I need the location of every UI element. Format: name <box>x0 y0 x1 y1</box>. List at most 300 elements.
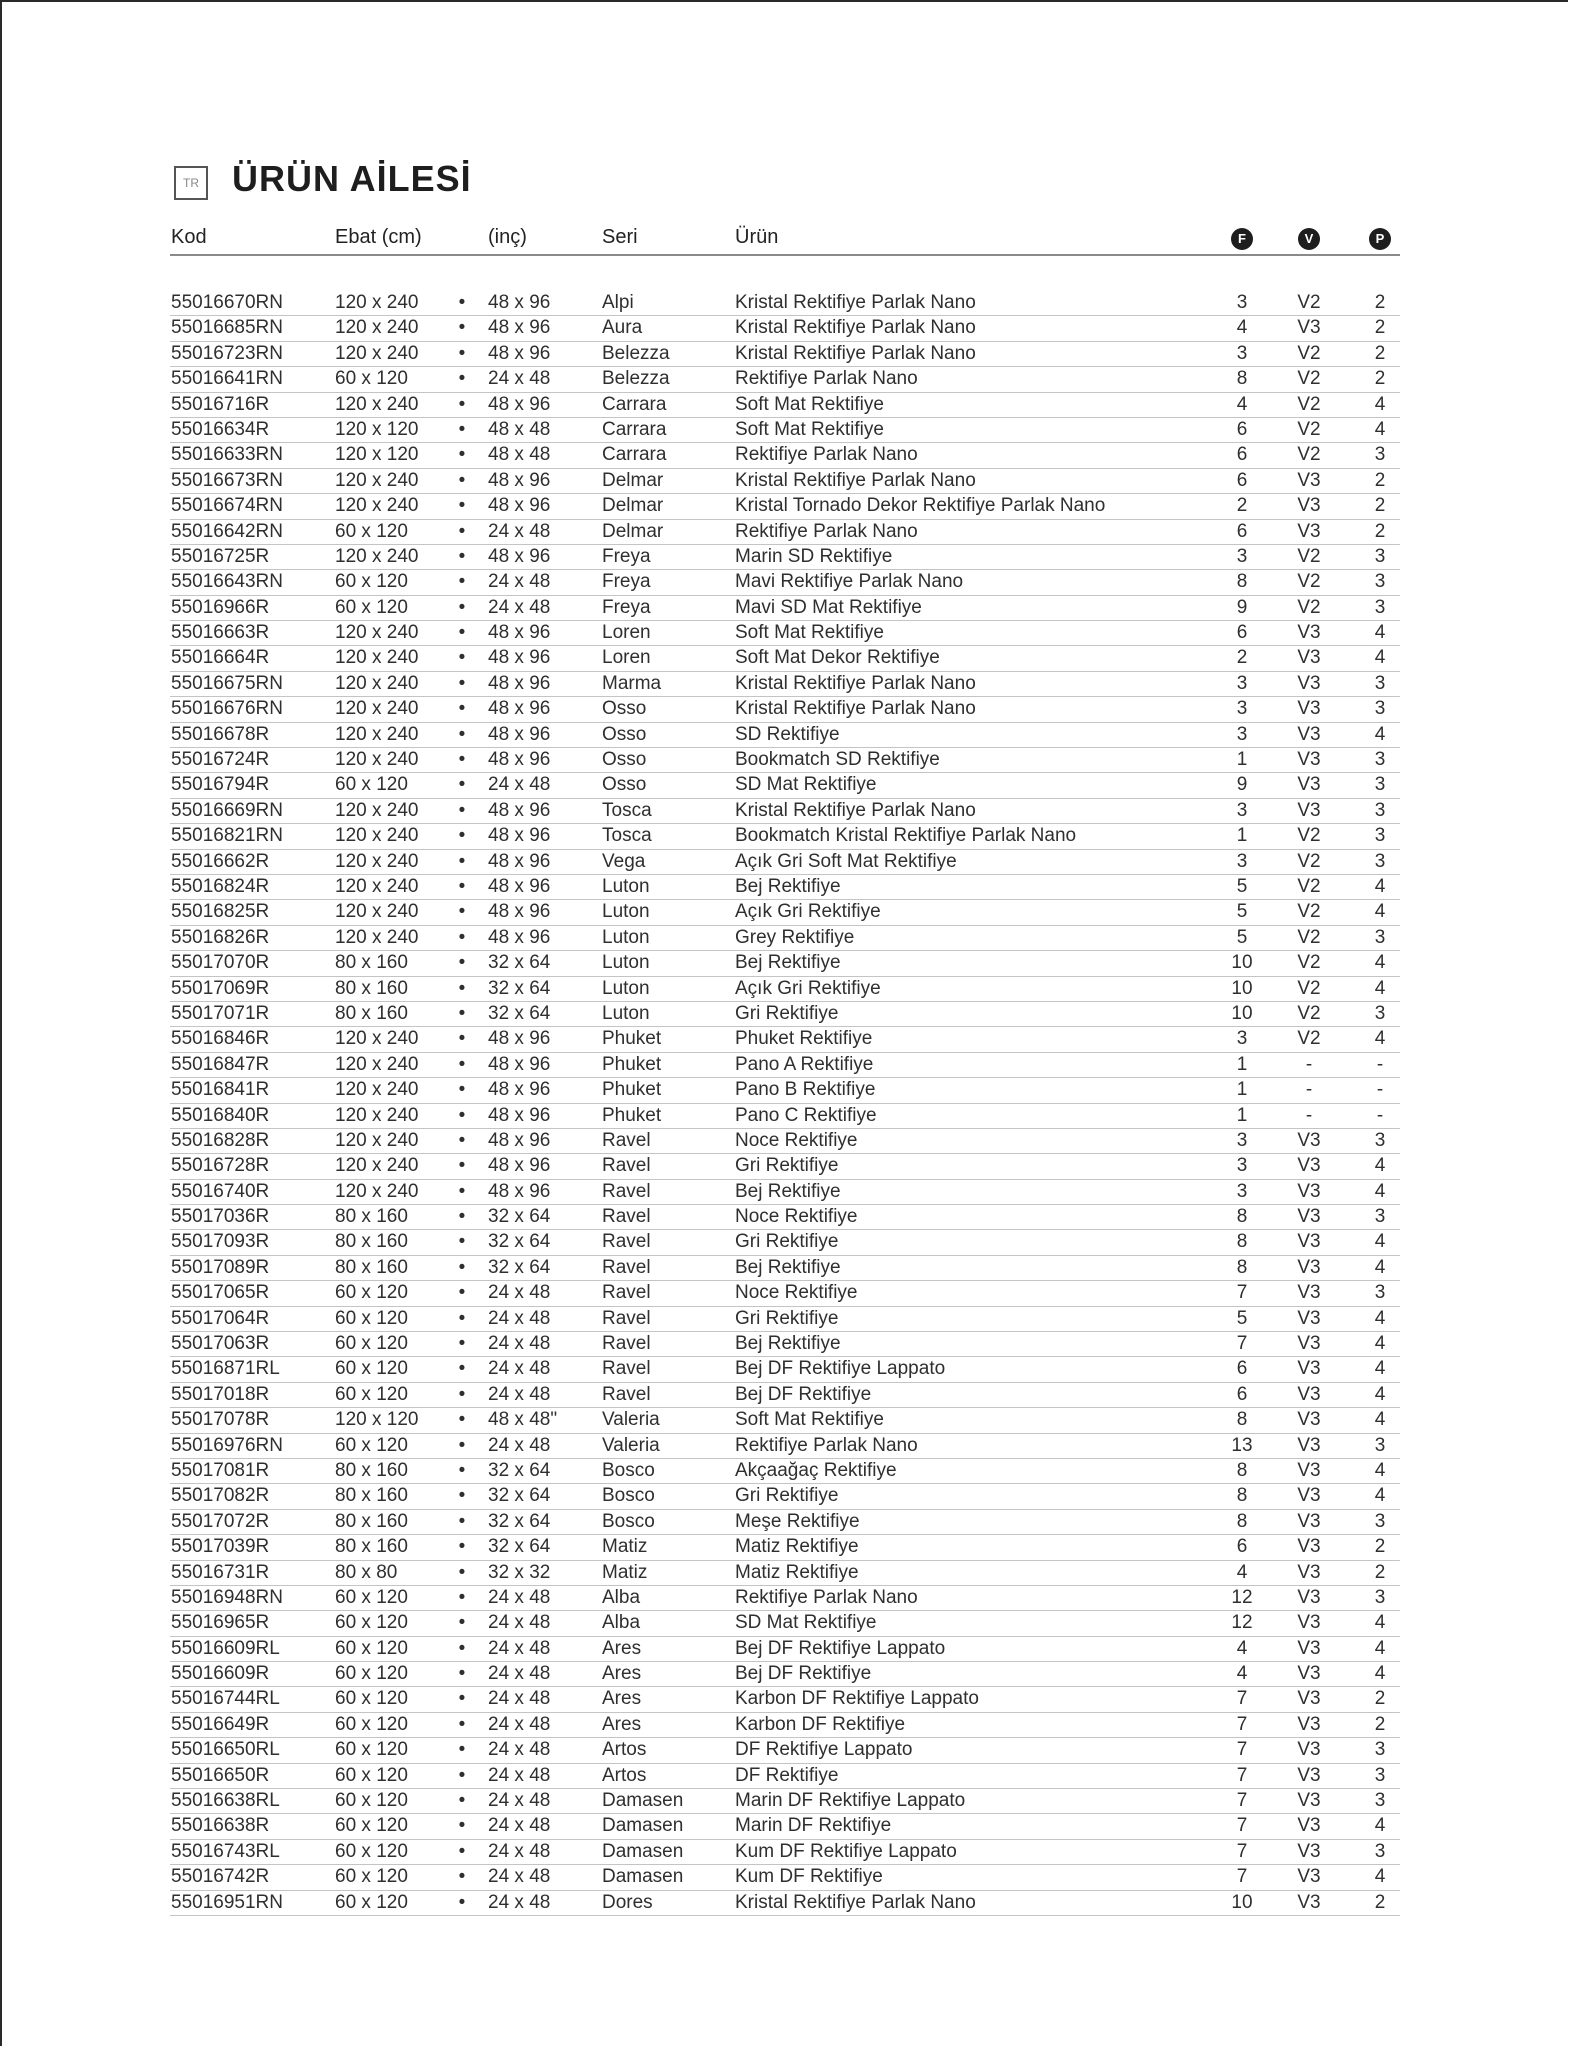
cell-v: V2 <box>1297 901 1321 923</box>
cell-v: V3 <box>1297 1561 1321 1583</box>
cell-separator: • <box>458 1739 466 1761</box>
cell-urun: Noce Rektifiye <box>735 1282 858 1304</box>
cell-f: 8 <box>1236 1510 1248 1532</box>
cell-kod: 55016826R <box>171 926 270 948</box>
cell-f: 3 <box>1236 342 1248 364</box>
cell-kod: 55016609R <box>171 1663 270 1685</box>
header-f <box>1224 226 1260 250</box>
cell-urun: Bej Rektifiye <box>735 875 841 897</box>
cell-v: V3 <box>1297 1129 1321 1151</box>
cell-f: 8 <box>1236 1206 1248 1228</box>
cell-p: 4 <box>1374 1358 1386 1380</box>
cell-f: 7 <box>1236 1333 1248 1355</box>
header-urun: Ürün <box>735 226 779 248</box>
cell-seri: Tosca <box>602 825 652 847</box>
cell-inc: 24 x 48 <box>488 1358 551 1380</box>
cell-v: V2 <box>1297 418 1321 440</box>
cell-urun: Gri Rektifiye <box>735 1002 839 1024</box>
cell-urun: Grey Rektifiye <box>735 926 855 948</box>
cell-urun: Marin DF Rektifiye <box>735 1815 892 1837</box>
cell-v: V3 <box>1297 1637 1321 1659</box>
cell-inc: 24 x 48 <box>488 1815 551 1837</box>
cell-separator: • <box>458 698 466 720</box>
header-ebat: Ebat (cm) <box>335 226 422 248</box>
cell-v: V2 <box>1297 977 1321 999</box>
cell-seri: Damasen <box>602 1790 684 1812</box>
cell-urun: Bej DF Rektifiye Lappato <box>735 1358 946 1380</box>
cell-f: 10 <box>1231 1002 1253 1024</box>
cell-separator: • <box>458 1307 466 1329</box>
cell-p: 4 <box>1374 1333 1386 1355</box>
cell-separator: • <box>458 1358 466 1380</box>
cell-ebat: 120 x 240 <box>335 926 419 948</box>
cell-separator: • <box>458 1002 466 1024</box>
cell-f: 5 <box>1236 875 1248 897</box>
cell-kod: 55016824R <box>171 875 270 897</box>
cell-p: 4 <box>1374 1663 1386 1685</box>
cell-ebat: 120 x 240 <box>335 698 419 720</box>
cell-kod: 55016649R <box>171 1713 270 1735</box>
cell-p: 3 <box>1374 850 1386 872</box>
cell-urun: Kristal Rektifiye Parlak Nano <box>735 698 976 720</box>
cell-ebat: 80 x 160 <box>335 977 408 999</box>
cell-urun: Kristal Rektifiye Parlak Nano <box>735 292 976 313</box>
cell-urun: Bookmatch Kristal Rektifiye Parlak Nano <box>735 825 1077 847</box>
cell-p: 3 <box>1374 1739 1386 1761</box>
cell-urun: Phuket Rektifiye <box>735 1028 873 1050</box>
cell-inc: 48 x 96 <box>488 292 551 313</box>
cell-separator: • <box>458 749 466 771</box>
cell-f: 7 <box>1236 1840 1248 1862</box>
cell-seri: Loren <box>602 622 651 644</box>
cell-inc: 48 x 96 <box>488 1053 551 1075</box>
cell-separator: • <box>458 1663 466 1685</box>
cell-v: V3 <box>1297 520 1321 542</box>
cell-f: 7 <box>1236 1282 1248 1304</box>
cell-inc: 32 x 64 <box>488 1002 551 1024</box>
cell-seri: Valeria <box>602 1434 660 1456</box>
cell-inc: 48 x 96 <box>488 495 551 517</box>
cell-p: 3 <box>1374 698 1386 720</box>
cell-v: V3 <box>1297 495 1321 517</box>
cell-separator: • <box>458 952 466 974</box>
table-row <box>170 723 1400 748</box>
cell-kod: 55016664R <box>171 647 270 669</box>
cell-separator: • <box>458 1536 466 1558</box>
cell-kod: 55016821RN <box>171 825 283 847</box>
cell-f: 3 <box>1236 1180 1248 1202</box>
cell-urun: Kum DF Rektifiye <box>735 1866 883 1888</box>
cell-ebat: 120 x 240 <box>335 749 419 771</box>
cell-inc: 48 x 96 <box>488 723 551 745</box>
table-body <box>170 291 1400 1916</box>
cell-separator: • <box>458 1510 466 1532</box>
cell-f: 6 <box>1236 1383 1248 1405</box>
cell-v: V3 <box>1297 1663 1321 1685</box>
cell-seri: Ares <box>602 1663 642 1685</box>
cell-ebat: 80 x 160 <box>335 1485 408 1507</box>
cell-urun: Matiz Rektifiye <box>735 1561 859 1583</box>
cell-ebat: 80 x 160 <box>335 1206 408 1228</box>
cell-separator: • <box>458 622 466 644</box>
cell-p: 2 <box>1374 469 1386 491</box>
cell-f: 1 <box>1236 1079 1248 1101</box>
cell-v: V2 <box>1297 292 1321 313</box>
cell-p: 3 <box>1374 926 1386 948</box>
cell-p: 3 <box>1374 1129 1386 1151</box>
cell-kod: 55016634R <box>171 418 270 440</box>
cell-f: 3 <box>1236 850 1248 872</box>
table-row <box>170 1764 1400 1789</box>
cell-inc: 32 x 64 <box>488 1459 551 1481</box>
cell-separator: • <box>458 1713 466 1735</box>
cell-seri: Ravel <box>602 1155 651 1177</box>
cell-v: - <box>1305 1053 1313 1075</box>
cell-seri: Marma <box>602 672 662 694</box>
table-row <box>170 1383 1400 1408</box>
cell-urun: Bej DF Rektifiye <box>735 1383 872 1405</box>
cell-p: 3 <box>1374 1586 1386 1608</box>
cell-seri: Ravel <box>602 1256 651 1278</box>
cell-urun: Kristal Rektifiye Parlak Nano <box>735 469 976 491</box>
table-row <box>170 1027 1400 1052</box>
cell-urun: Gri Rektifiye <box>735 1307 839 1329</box>
cell-seri: Vega <box>602 850 646 872</box>
cell-p: 3 <box>1374 825 1386 847</box>
cell-ebat: 120 x 120 <box>335 1409 419 1431</box>
table-row <box>170 1611 1400 1636</box>
cell-v: V2 <box>1297 596 1321 618</box>
cell-kod: 55017064R <box>171 1307 270 1329</box>
cell-f: 8 <box>1236 1409 1248 1431</box>
table-header <box>170 220 1400 256</box>
cell-f: 6 <box>1236 469 1248 491</box>
cell-f: 6 <box>1236 520 1248 542</box>
cell-v: V2 <box>1297 571 1321 593</box>
cell-kod: 55016828R <box>171 1129 270 1151</box>
table-row <box>170 393 1400 418</box>
table-row <box>170 1840 1400 1865</box>
cell-f: 8 <box>1236 368 1248 390</box>
cell-separator: • <box>458 469 466 491</box>
cell-p: 4 <box>1374 901 1386 923</box>
cell-urun: SD Mat Rektifiye <box>735 1612 877 1634</box>
table-row <box>170 1180 1400 1205</box>
cell-v: V3 <box>1297 1536 1321 1558</box>
cell-ebat: 60 x 120 <box>335 1637 408 1659</box>
table-row <box>170 773 1400 798</box>
cell-ebat: 120 x 240 <box>335 342 419 364</box>
cell-urun: Matiz Rektifiye <box>735 1536 859 1558</box>
cell-seri: Osso <box>602 774 647 796</box>
table-row <box>170 748 1400 773</box>
cell-urun: Bej Rektifiye <box>735 952 841 974</box>
cell-inc: 48 x 96 <box>488 672 551 694</box>
cell-separator: • <box>458 901 466 923</box>
cell-v: V3 <box>1297 723 1321 745</box>
cell-v: V3 <box>1297 749 1321 771</box>
cell-separator: • <box>458 1891 466 1913</box>
cell-ebat: 120 x 240 <box>335 292 419 313</box>
cell-v: V3 <box>1297 672 1321 694</box>
cell-separator: • <box>458 1231 466 1253</box>
cell-separator: • <box>458 1104 466 1126</box>
cell-p: 2 <box>1374 342 1386 364</box>
cell-kod: 55016948RN <box>171 1586 283 1608</box>
cell-v: V3 <box>1297 774 1321 796</box>
table-row <box>170 1104 1400 1129</box>
cell-p: 4 <box>1374 1231 1386 1253</box>
cell-v: V2 <box>1297 1002 1321 1024</box>
cell-f: 8 <box>1236 1256 1248 1278</box>
cell-kod: 55016669RN <box>171 799 283 821</box>
cell-v: V3 <box>1297 698 1321 720</box>
cell-seri: Ravel <box>602 1180 651 1202</box>
cell-ebat: 60 x 120 <box>335 1586 408 1608</box>
cell-ebat: 60 x 120 <box>335 1840 408 1862</box>
cell-ebat: 60 x 120 <box>335 596 408 618</box>
cell-v: V3 <box>1297 1688 1321 1710</box>
cell-urun: Bej Rektifiye <box>735 1256 841 1278</box>
cell-kod: 55016965R <box>171 1612 270 1634</box>
table-row <box>170 545 1400 570</box>
cell-seri: Ravel <box>602 1358 651 1380</box>
cell-kod: 55016847R <box>171 1053 270 1075</box>
cell-separator: • <box>458 1815 466 1837</box>
cell-f: 5 <box>1236 901 1248 923</box>
cell-f: 1 <box>1236 1053 1248 1075</box>
table-row <box>170 469 1400 494</box>
table-row <box>170 1357 1400 1382</box>
table-row <box>170 1814 1400 1839</box>
cell-kod: 55017065R <box>171 1282 270 1304</box>
table-row <box>170 1738 1400 1763</box>
cell-urun: Soft Mat Rektifiye <box>735 393 884 415</box>
cell-p: 4 <box>1374 1028 1386 1050</box>
cell-v: V3 <box>1297 1485 1321 1507</box>
cell-seri: Bosco <box>602 1459 655 1481</box>
cell-inc: 32 x 64 <box>488 952 551 974</box>
cell-separator: • <box>458 799 466 821</box>
cell-v: V2 <box>1297 393 1321 415</box>
cell-ebat: 60 x 120 <box>335 1383 408 1405</box>
cell-separator: • <box>458 926 466 948</box>
cell-kod: 55016650RL <box>171 1739 280 1761</box>
cell-p: 4 <box>1374 723 1386 745</box>
cell-v: V3 <box>1297 1586 1321 1608</box>
cell-p: - <box>1376 1079 1384 1101</box>
cell-ebat: 60 x 120 <box>335 1713 408 1735</box>
cell-p: 4 <box>1374 1307 1386 1329</box>
cell-p: 3 <box>1374 774 1386 796</box>
table-row <box>170 1129 1400 1154</box>
cell-inc: 48 x 96 <box>488 647 551 669</box>
cell-f: 2 <box>1236 495 1248 517</box>
cell-kod: 55016840R <box>171 1104 270 1126</box>
cell-f: 9 <box>1236 774 1248 796</box>
cell-inc: 24 x 48 <box>488 1790 551 1812</box>
cell-p: - <box>1376 1104 1384 1126</box>
cell-inc: 24 x 48 <box>488 520 551 542</box>
cell-urun: Rektifiye Parlak Nano <box>735 1586 918 1608</box>
cell-p: 3 <box>1374 1840 1386 1862</box>
cell-kod: 55017063R <box>171 1333 270 1355</box>
cell-ebat: 120 x 240 <box>335 393 419 415</box>
cell-inc: 24 x 48 <box>488 1612 551 1634</box>
cell-ebat: 120 x 240 <box>335 495 419 517</box>
cell-urun: Rektifiye Parlak Nano <box>735 1434 918 1456</box>
table-row <box>170 1510 1400 1535</box>
cell-seri: Luton <box>602 875 650 897</box>
cell-f: 5 <box>1236 1307 1248 1329</box>
table-row <box>170 443 1400 468</box>
cell-v: V3 <box>1297 1891 1321 1913</box>
cell-inc: 24 x 48 <box>488 571 551 593</box>
table-row <box>170 697 1400 722</box>
cell-urun: Bej Rektifiye <box>735 1180 841 1202</box>
cell-f: 6 <box>1236 1358 1248 1380</box>
cell-f: 4 <box>1236 1663 1248 1685</box>
cell-v: V3 <box>1297 1409 1321 1431</box>
cell-v: V3 <box>1297 647 1321 669</box>
cell-separator: • <box>458 1180 466 1202</box>
cell-seri: Luton <box>602 977 650 999</box>
cell-seri: Alpi <box>602 292 634 313</box>
cell-f: 6 <box>1236 1536 1248 1558</box>
cell-kod: 55016951RN <box>171 1891 283 1913</box>
cell-ebat: 80 x 160 <box>335 1536 408 1558</box>
cell-f: 7 <box>1236 1688 1248 1710</box>
cell-urun: SD Mat Rektifiye <box>735 774 877 796</box>
cell-ebat: 60 x 120 <box>335 1333 408 1355</box>
table-row <box>170 672 1400 697</box>
cell-seri: Loren <box>602 647 651 669</box>
header-seri: Seri <box>602 226 638 248</box>
cell-kod: 55017082R <box>171 1485 270 1507</box>
cell-inc: 48 x 96 <box>488 342 551 364</box>
cell-kod: 55017036R <box>171 1206 270 1228</box>
table-row <box>170 850 1400 875</box>
cell-f: 10 <box>1231 1891 1253 1913</box>
cell-ebat: 120 x 240 <box>335 825 419 847</box>
header-inc: (inç) <box>488 226 527 248</box>
table-row <box>170 926 1400 951</box>
cell-ebat: 80 x 160 <box>335 1459 408 1481</box>
cell-v: V3 <box>1297 1764 1321 1786</box>
cell-kod: 55016685RN <box>171 317 283 339</box>
cell-ebat: 60 x 120 <box>335 1891 408 1913</box>
cell-ebat: 120 x 240 <box>335 723 419 745</box>
cell-p: - <box>1376 1053 1384 1075</box>
cell-f: 13 <box>1231 1434 1253 1456</box>
cell-v: V3 <box>1297 1333 1321 1355</box>
cell-seri: Freya <box>602 545 651 567</box>
cell-separator: • <box>458 1383 466 1405</box>
cell-seri: Freya <box>602 571 651 593</box>
cell-seri: Carrara <box>602 393 667 415</box>
cell-p: 3 <box>1374 1002 1386 1024</box>
cell-p: 3 <box>1374 1790 1386 1812</box>
cell-urun: Meşe Rektifiye <box>735 1510 860 1532</box>
cell-inc: 24 x 48 <box>488 1586 551 1608</box>
table-row <box>170 316 1400 341</box>
cell-f: 3 <box>1236 723 1248 745</box>
cell-f: 6 <box>1236 444 1248 466</box>
header-spacer <box>170 256 1400 291</box>
cell-inc: 48 x 48 <box>488 444 551 466</box>
cell-separator: • <box>458 571 466 593</box>
cell-seri: Phuket <box>602 1053 662 1075</box>
cell-v: V3 <box>1297 1815 1321 1837</box>
cell-kod: 55016716R <box>171 393 270 415</box>
cell-urun: Marin SD Rektifiye <box>735 545 893 567</box>
cell-f: 4 <box>1236 1561 1248 1583</box>
cell-kod: 55016678R <box>171 723 270 745</box>
cell-urun: DF Rektifiye Lappato <box>735 1739 913 1761</box>
cell-p: 4 <box>1374 1866 1386 1888</box>
cell-urun: Noce Rektifiye <box>735 1129 858 1151</box>
cell-separator: • <box>458 1434 466 1456</box>
cell-separator: • <box>458 292 466 313</box>
cell-ebat: 120 x 240 <box>335 545 419 567</box>
cell-seri: Ravel <box>602 1231 651 1253</box>
cell-p: 4 <box>1374 1409 1386 1431</box>
table-row <box>170 1332 1400 1357</box>
header-p <box>1362 226 1398 250</box>
cell-kod: 55017071R <box>171 1002 270 1024</box>
cell-v: V2 <box>1297 368 1321 390</box>
cell-separator: • <box>458 672 466 694</box>
cell-kod: 55016725R <box>171 545 270 567</box>
cell-kod: 55016643RN <box>171 571 283 593</box>
cell-kod: 55016724R <box>171 749 270 771</box>
cell-inc: 32 x 64 <box>488 1536 551 1558</box>
cell-inc: 24 x 48 <box>488 1383 551 1405</box>
cell-separator: • <box>458 368 466 390</box>
cell-f: 9 <box>1236 596 1248 618</box>
table-row <box>170 1637 1400 1662</box>
cell-separator: • <box>458 1282 466 1304</box>
cell-kod: 55016728R <box>171 1155 270 1177</box>
table-row <box>170 494 1400 519</box>
cell-separator: • <box>458 1028 466 1050</box>
cell-seri: Luton <box>602 926 650 948</box>
cell-inc: 48 x 96 <box>488 469 551 491</box>
cell-urun: Mavi Rektifiye Parlak Nano <box>735 571 964 593</box>
cell-separator: • <box>458 1333 466 1355</box>
cell-seri: Damasen <box>602 1815 684 1837</box>
cell-p: 2 <box>1374 1688 1386 1710</box>
cell-inc: 24 x 48 <box>488 1307 551 1329</box>
cell-seri: Ravel <box>602 1206 651 1228</box>
cell-v: V3 <box>1297 622 1321 644</box>
cell-urun: Pano C Rektifiye <box>735 1104 877 1126</box>
cell-v: V2 <box>1297 545 1321 567</box>
cell-separator: • <box>458 342 466 364</box>
cell-inc: 32 x 64 <box>488 1510 551 1532</box>
cell-urun: Bookmatch SD Rektifiye <box>735 749 940 771</box>
cell-inc: 32 x 64 <box>488 977 551 999</box>
cell-ebat: 60 x 120 <box>335 1663 408 1685</box>
cell-ebat: 60 x 120 <box>335 520 408 542</box>
cell-seri: Freya <box>602 596 651 618</box>
cell-kod: 55016976RN <box>171 1434 283 1456</box>
cell-kod: 55016723RN <box>171 342 283 364</box>
cell-separator: • <box>458 825 466 847</box>
cell-kod: 55017078R <box>171 1409 270 1431</box>
cell-p: 4 <box>1374 1815 1386 1837</box>
cell-v: V3 <box>1297 1739 1321 1761</box>
